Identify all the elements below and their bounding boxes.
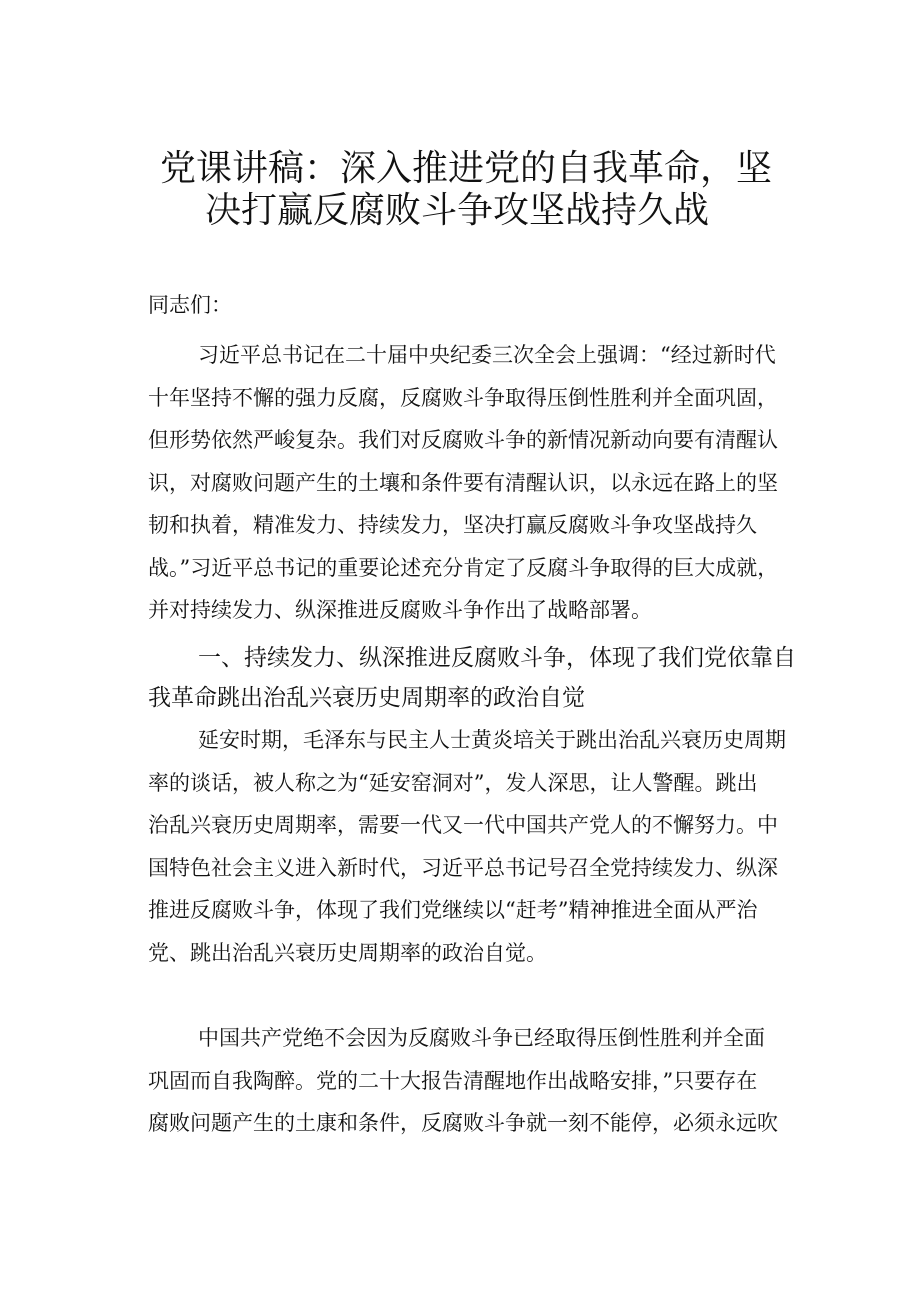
salutation: 同志们：	[148, 293, 232, 317]
paragraph-line: 延安时期，毛泽东与民主人士黄炎培关于跳出治乱兴衰历史周期	[198, 728, 786, 752]
paragraph-intro	[148, 334, 808, 632]
paragraph-line: 战。”习近平总书记的重要论述充分肯定了反腐斗争取得的巨大成就，	[148, 555, 779, 580]
paragraph-line: 识，对腐败问题产生的土壤和条件要有清醒认识，以永远在路上的坚	[148, 470, 778, 495]
paragraph-party	[148, 1017, 808, 1145]
paragraph-line: 但形势依然严峻复杂。我们对反腐败斗争的新情况新动向要有清醒认	[148, 428, 778, 452]
paragraph-line: 巩固而自我陶醉。党的二十大报告清醒地作出战略安排，”只要存在	[148, 1068, 758, 1093]
paragraph-line: 推进反腐败斗争，体现了我们党继续以“赶考”精神推进全面从严治	[148, 898, 758, 922]
paragraph-line: 治乱兴衰历史周期率，需要一代又一代中国共产党人的不懈努力。中	[148, 813, 778, 837]
section-heading	[148, 638, 818, 718]
paragraph-line: 习近平总书记在二十届中央纪委三次全会上强调：“经过新时代	[198, 343, 776, 367]
paragraph-line: 腐败问题产生的土康和条件，反腐败斗争就一刻不能停，必须永远吹	[148, 1111, 778, 1135]
paragraph-yanan	[148, 719, 808, 974]
document-title	[160, 148, 820, 232]
paragraph-line: 韧和执着，精准发力、持续发力，坚决打赢反腐败斗争攻坚战持久	[148, 513, 757, 537]
title-line: 党课讲稿：深入推进党的自我革命，坚	[160, 148, 773, 189]
paragraph-line: 中国共产党绝不会因为反腐败斗争已经取得压倒性胜利并全面	[198, 1026, 765, 1050]
title-line: 决打赢反腐败斗争攻坚战持久战	[205, 190, 710, 231]
paragraph-line: 国特色社会主义进入新时代，习近平总书记号召全党持续发力、纵深	[148, 855, 778, 880]
paragraph-line: 率的谈话，被人称之为“延安窑洞对”，发人深思，让人警醒。跳出	[148, 770, 758, 795]
paragraph-line: 党、跳出治乱兴衰历史周期率的政治自觉。	[148, 940, 547, 965]
paragraph-line: 并对持续发力、纵深推进反腐败斗争作出了战略部署。	[148, 598, 652, 622]
paragraph-line: 十年坚持不懈的强力反腐，反腐败斗争取得压倒性胜利并全面巩固，	[148, 385, 778, 410]
heading-line: 一、持续发力、纵深推进反腐败斗争，体现了我们党依靠自	[198, 645, 796, 671]
heading-line: 我革命跳出治乱兴衰历史周期率的政治自觉	[148, 685, 585, 711]
